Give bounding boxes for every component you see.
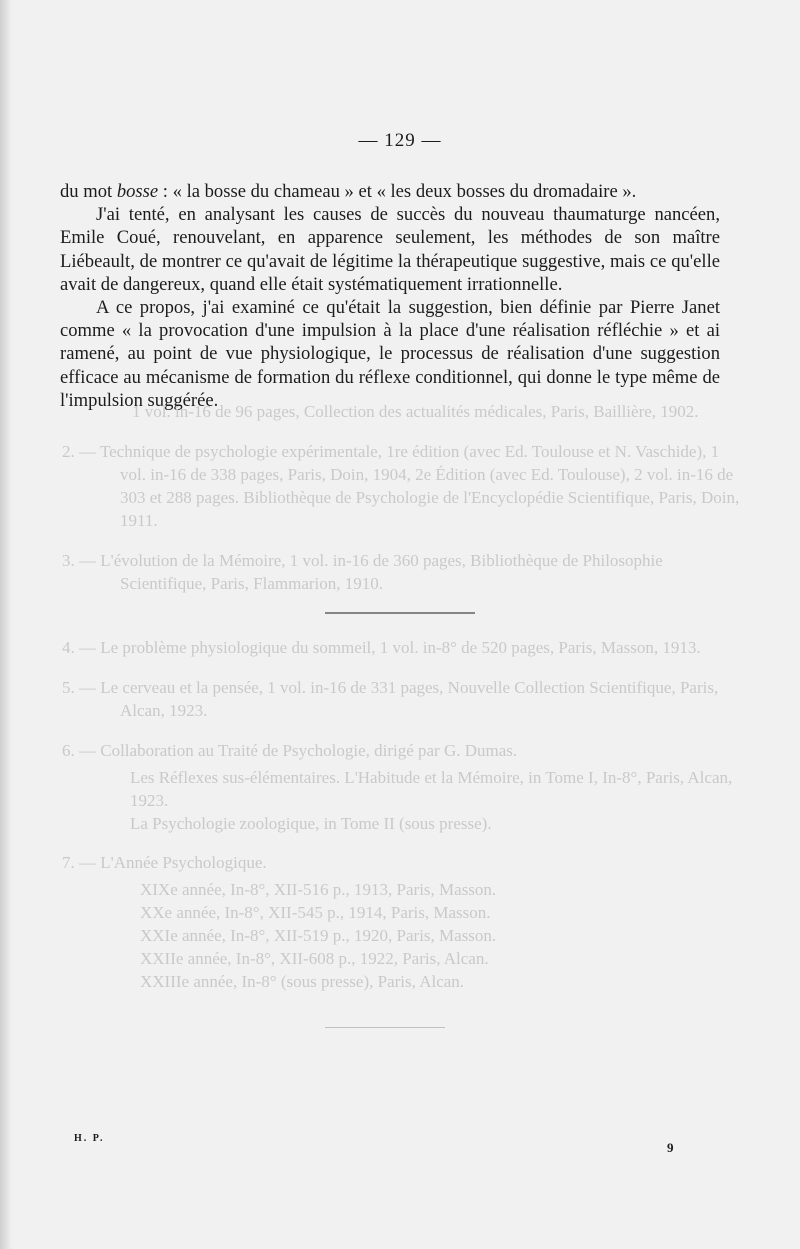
show-through-item-5: 5. — Le cerveau et la pensée, 1 vol. in-16 de 331 pages, Nouvelle Collection Scientifique, Paris, Alcan, 1923.	[62, 678, 719, 720]
short-rule	[325, 1027, 445, 1028]
show-through-year-2: XXe année, In-8°, XII-545 p., 1914, Paris, Masson.	[140, 903, 491, 922]
show-through-item-1-tail: 1 vol. in-16 de 96 pages, Collection des actualités médicales, Paris, Baillière, 1902.	[132, 402, 699, 421]
show-through-year-5: XXIIIe année, In-8° (sous presse), Paris, Alcan.	[140, 972, 465, 991]
show-through-text	[60, 400, 740, 1028]
italic-term: bosse	[116, 181, 159, 202]
show-through-item-3: 3. — L'évolution de la Mémoire, 1 vol. in-16 de 360 pages, Bibliothèque de Philosophie Scientifique, Paris, Flammarion, 1910.	[62, 551, 663, 593]
show-through-item-6-sub-2: La Psychologie zoologique, in Tome II (sous presse).	[130, 814, 492, 833]
paragraph-1: du mot bosse : « la bosse du chameau » et « les deux bosses du dromadaire ».	[60, 181, 637, 202]
paragraph-2: J'ai tenté, en analysant les causes de succès du nouveau thaumaturge nancéen, Emile Coué, renouvelant, en apparence seulement, les méthodes de son maître Liébeault, de montrer ce qu'avait de légitime la thérapeutique suggestive, mais ce qu'elle avait de dangereux, quand elle était systématiquement irrationnelle.	[60, 204, 720, 295]
page-edge-shadow	[0, 0, 12, 1249]
show-through-item-2: 2. — Technique de psychologie expérimentale, 1re édition (avec Ed. Toulouse et N. Vaschide), 1 vol. in-16 de 338 pages, Paris, Doin, 1904, 2e Édition (avec Ed. Toulouse), 2 vol. in-16 de 303 et 288 pages. Bibliothèque de Psychologie de l'Encyclopédie Scientifique, Paris, Doin, 1911.	[62, 442, 740, 530]
sheet-number: 9	[667, 1140, 674, 1155]
show-through-item-6-sub-1: Les Réflexes sus-élémentaires. L'Habitude et la Mémoire, in Tome I, In-8°, Paris, Alcan, 1923.	[130, 768, 733, 810]
show-through-year-3: XXIe année, In-8°, XII-519 p., 1920, Paris, Masson.	[140, 926, 497, 945]
horizontal-rule	[325, 612, 475, 614]
show-through-item-7: 7. — L'Année Psychologique.	[62, 853, 267, 872]
show-through-item-4: 4. — Le problème physiologique du sommeil, 1 vol. in-8° de 520 pages, Paris, Masson, 1913.	[62, 638, 701, 657]
show-through-item-6: 6. — Collaboration au Traité de Psychologie, dirigé par G. Dumas.	[62, 741, 518, 760]
show-through-year-1: XIXe année, In-8°, XII-516 p., 1913, Paris, Masson.	[140, 880, 497, 899]
show-through-year-4: XXIIe année, In-8°, XII-608 p., 1922, Paris, Alcan.	[140, 949, 489, 968]
page-number: — 129 —	[358, 130, 442, 151]
signature-mark: H. P.	[74, 1133, 105, 1144]
paragraph-3: A ce propos, j'ai examiné ce qu'était la suggestion, bien définie par Pierre Janet comme « la provocation d'une impulsion à la place d'une réalisation réfléchie » et ai ramené, au point de vue physiologique, le processus de réalisation d'une suggestion efficace au mécanisme de formation du réflexe conditionnel, qui donne le type même de l'impulsion suggérée.	[60, 297, 720, 411]
body-text	[60, 180, 720, 412]
